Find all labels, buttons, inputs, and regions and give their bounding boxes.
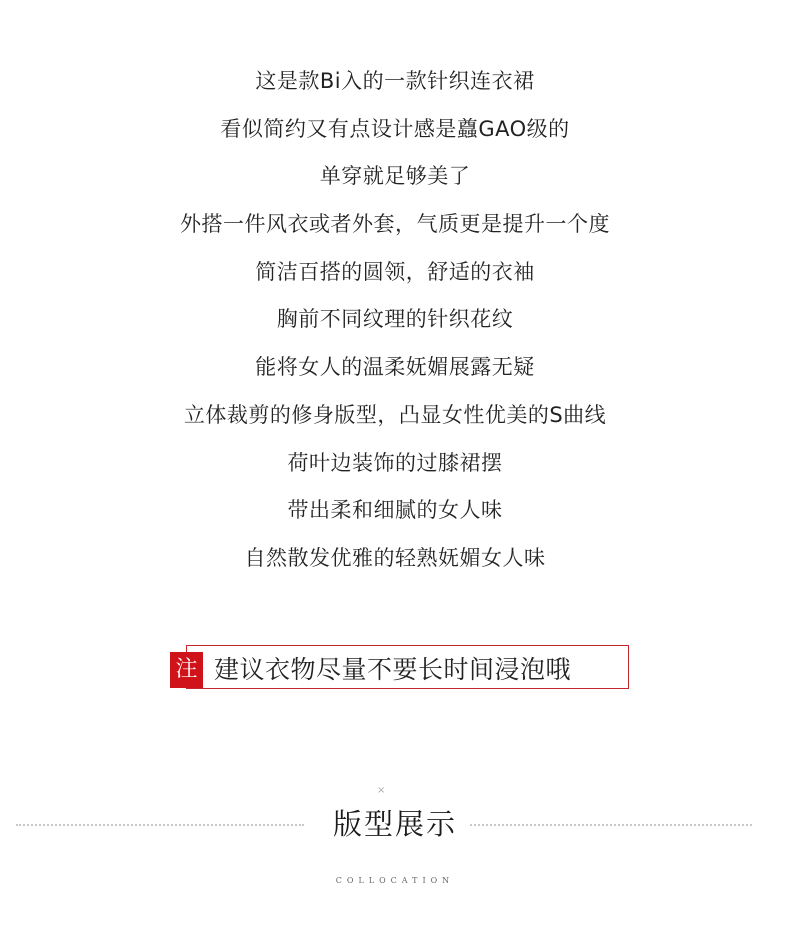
note-badge: 注 xyxy=(170,652,203,688)
care-note-text: 建议衣物尽量不要长时间浸泡哦 xyxy=(214,655,572,684)
description-line: 带出柔和细腻的女人味 xyxy=(287,498,503,523)
description-line: 简洁百搭的圆领，舒适的衣袖 xyxy=(255,259,535,284)
description-line: 自然散发优雅的轻熟妩媚女人味 xyxy=(244,545,546,570)
description-line: 荷叶边装饰的过膝裙摆 xyxy=(287,450,503,475)
section-title: 版型展示 xyxy=(332,807,457,841)
dotted-divider-left xyxy=(16,824,304,826)
description-line: 外搭一件风衣或者外套，气质更是提升一个度 xyxy=(180,212,610,237)
description-line: 这是款Bi入的一款针织连衣裙 xyxy=(255,69,535,93)
dotted-divider-right xyxy=(470,824,752,826)
description-line: 能将女人的温柔妩媚展露无疑 xyxy=(255,355,535,380)
description-line: 单穿就足够美了 xyxy=(319,164,471,189)
product-description xyxy=(0,62,790,587)
decor-x-icon: × xyxy=(377,785,386,796)
section-subtitle: COLLOCATION xyxy=(335,876,455,885)
description-line: 立体裁剪的修身版型，凸显女性优美的S曲线 xyxy=(183,402,607,427)
description-line: 胸前不同纹理的针织花纹 xyxy=(276,307,514,332)
description-line: 看似简约又有点设计感是蠤GAO级的 xyxy=(220,116,570,141)
